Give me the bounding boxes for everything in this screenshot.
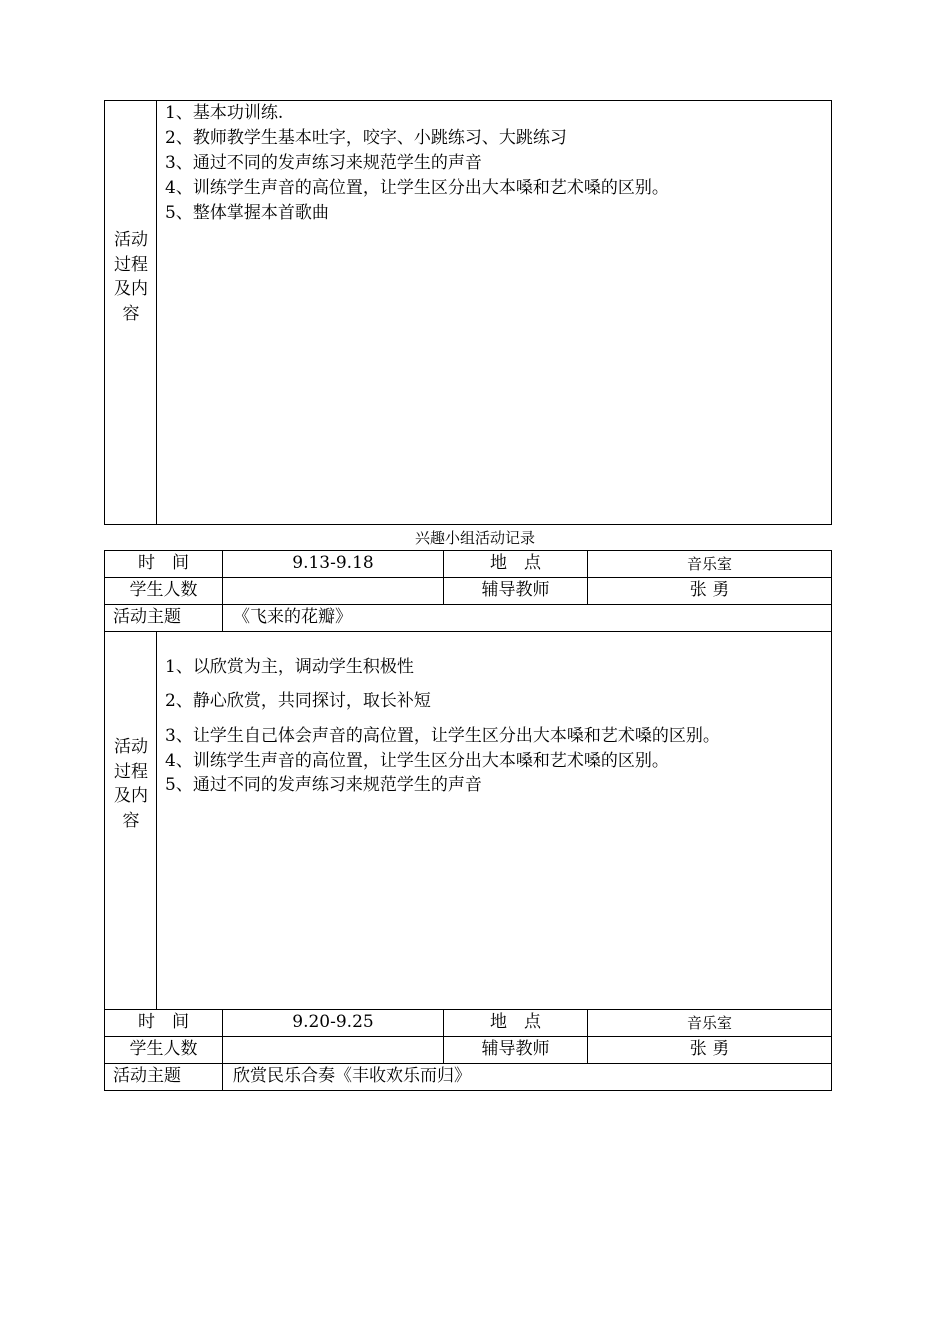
theme-label: 活动主题 bbox=[113, 607, 181, 627]
list-item: 5、通过不同的发声练习来规范学生的声音 bbox=[165, 775, 482, 795]
record-table-3 bbox=[104, 1009, 832, 1091]
teacher-label: 辅导教师 bbox=[481, 1039, 550, 1059]
list-item: 3、让学生自己体会声音的高位置，让学生区分出大本嗓和艺术嗓的区别。 bbox=[165, 726, 720, 746]
teacher-value: 张 勇 bbox=[689, 1039, 730, 1059]
activity-content-table-1 bbox=[104, 100, 832, 525]
side-label: 活动过程及内容 bbox=[114, 230, 148, 325]
teacher-value: 张 勇 bbox=[689, 580, 730, 600]
theme-value: 欣赏民乐合奏《丰收欢乐而归》 bbox=[233, 1066, 471, 1086]
record-table-2 bbox=[104, 550, 832, 1010]
list-item: 2、静心欣赏，共同探讨，取长补短 bbox=[165, 691, 431, 711]
theme-value: 《飞来的花瓣》 bbox=[233, 607, 352, 627]
theme-label: 活动主题 bbox=[113, 1066, 181, 1086]
place-label: 地 点 bbox=[490, 553, 541, 573]
list-item: 4、训练学生声音的高位置，让学生区分出大本嗓和艺术嗓的区别。 bbox=[165, 751, 669, 771]
time-label: 时 间 bbox=[138, 553, 189, 573]
record-title: 兴趣小组活动记录 bbox=[414, 529, 535, 547]
list-item: 1、基本功训练. bbox=[165, 103, 284, 123]
column-divider bbox=[156, 632, 157, 1009]
place-label: 地 点 bbox=[490, 1012, 541, 1032]
time-value: 9.20-9.25 bbox=[292, 1012, 374, 1032]
row-divider bbox=[105, 631, 831, 632]
teacher-label: 辅导教师 bbox=[481, 580, 550, 600]
students-label: 学生人数 bbox=[129, 580, 198, 600]
list-item: 2、教师教学生基本吐字，咬字、小跳练习、大跳练习 bbox=[165, 128, 567, 148]
students-value bbox=[223, 1037, 443, 1063]
list-item: 3、通过不同的发声练习来规范学生的声音 bbox=[165, 153, 482, 173]
list-item: 1、以欣赏为主，调动学生积极性 bbox=[165, 657, 414, 677]
place-value: 音乐室 bbox=[686, 555, 732, 573]
students-value bbox=[223, 578, 443, 604]
list-item: 5、整体掌握本首歌曲 bbox=[165, 203, 329, 223]
students-label: 学生人数 bbox=[129, 1039, 198, 1059]
list-item: 4、训练学生声音的高位置，让学生区分出大本嗓和艺术嗓的区别。 bbox=[165, 178, 669, 198]
place-value: 音乐室 bbox=[686, 1014, 732, 1032]
time-value: 9.13-9.18 bbox=[292, 553, 374, 573]
column-divider bbox=[156, 101, 157, 524]
side-label: 活动过程及内容 bbox=[114, 737, 148, 832]
time-label: 时 间 bbox=[138, 1012, 189, 1032]
